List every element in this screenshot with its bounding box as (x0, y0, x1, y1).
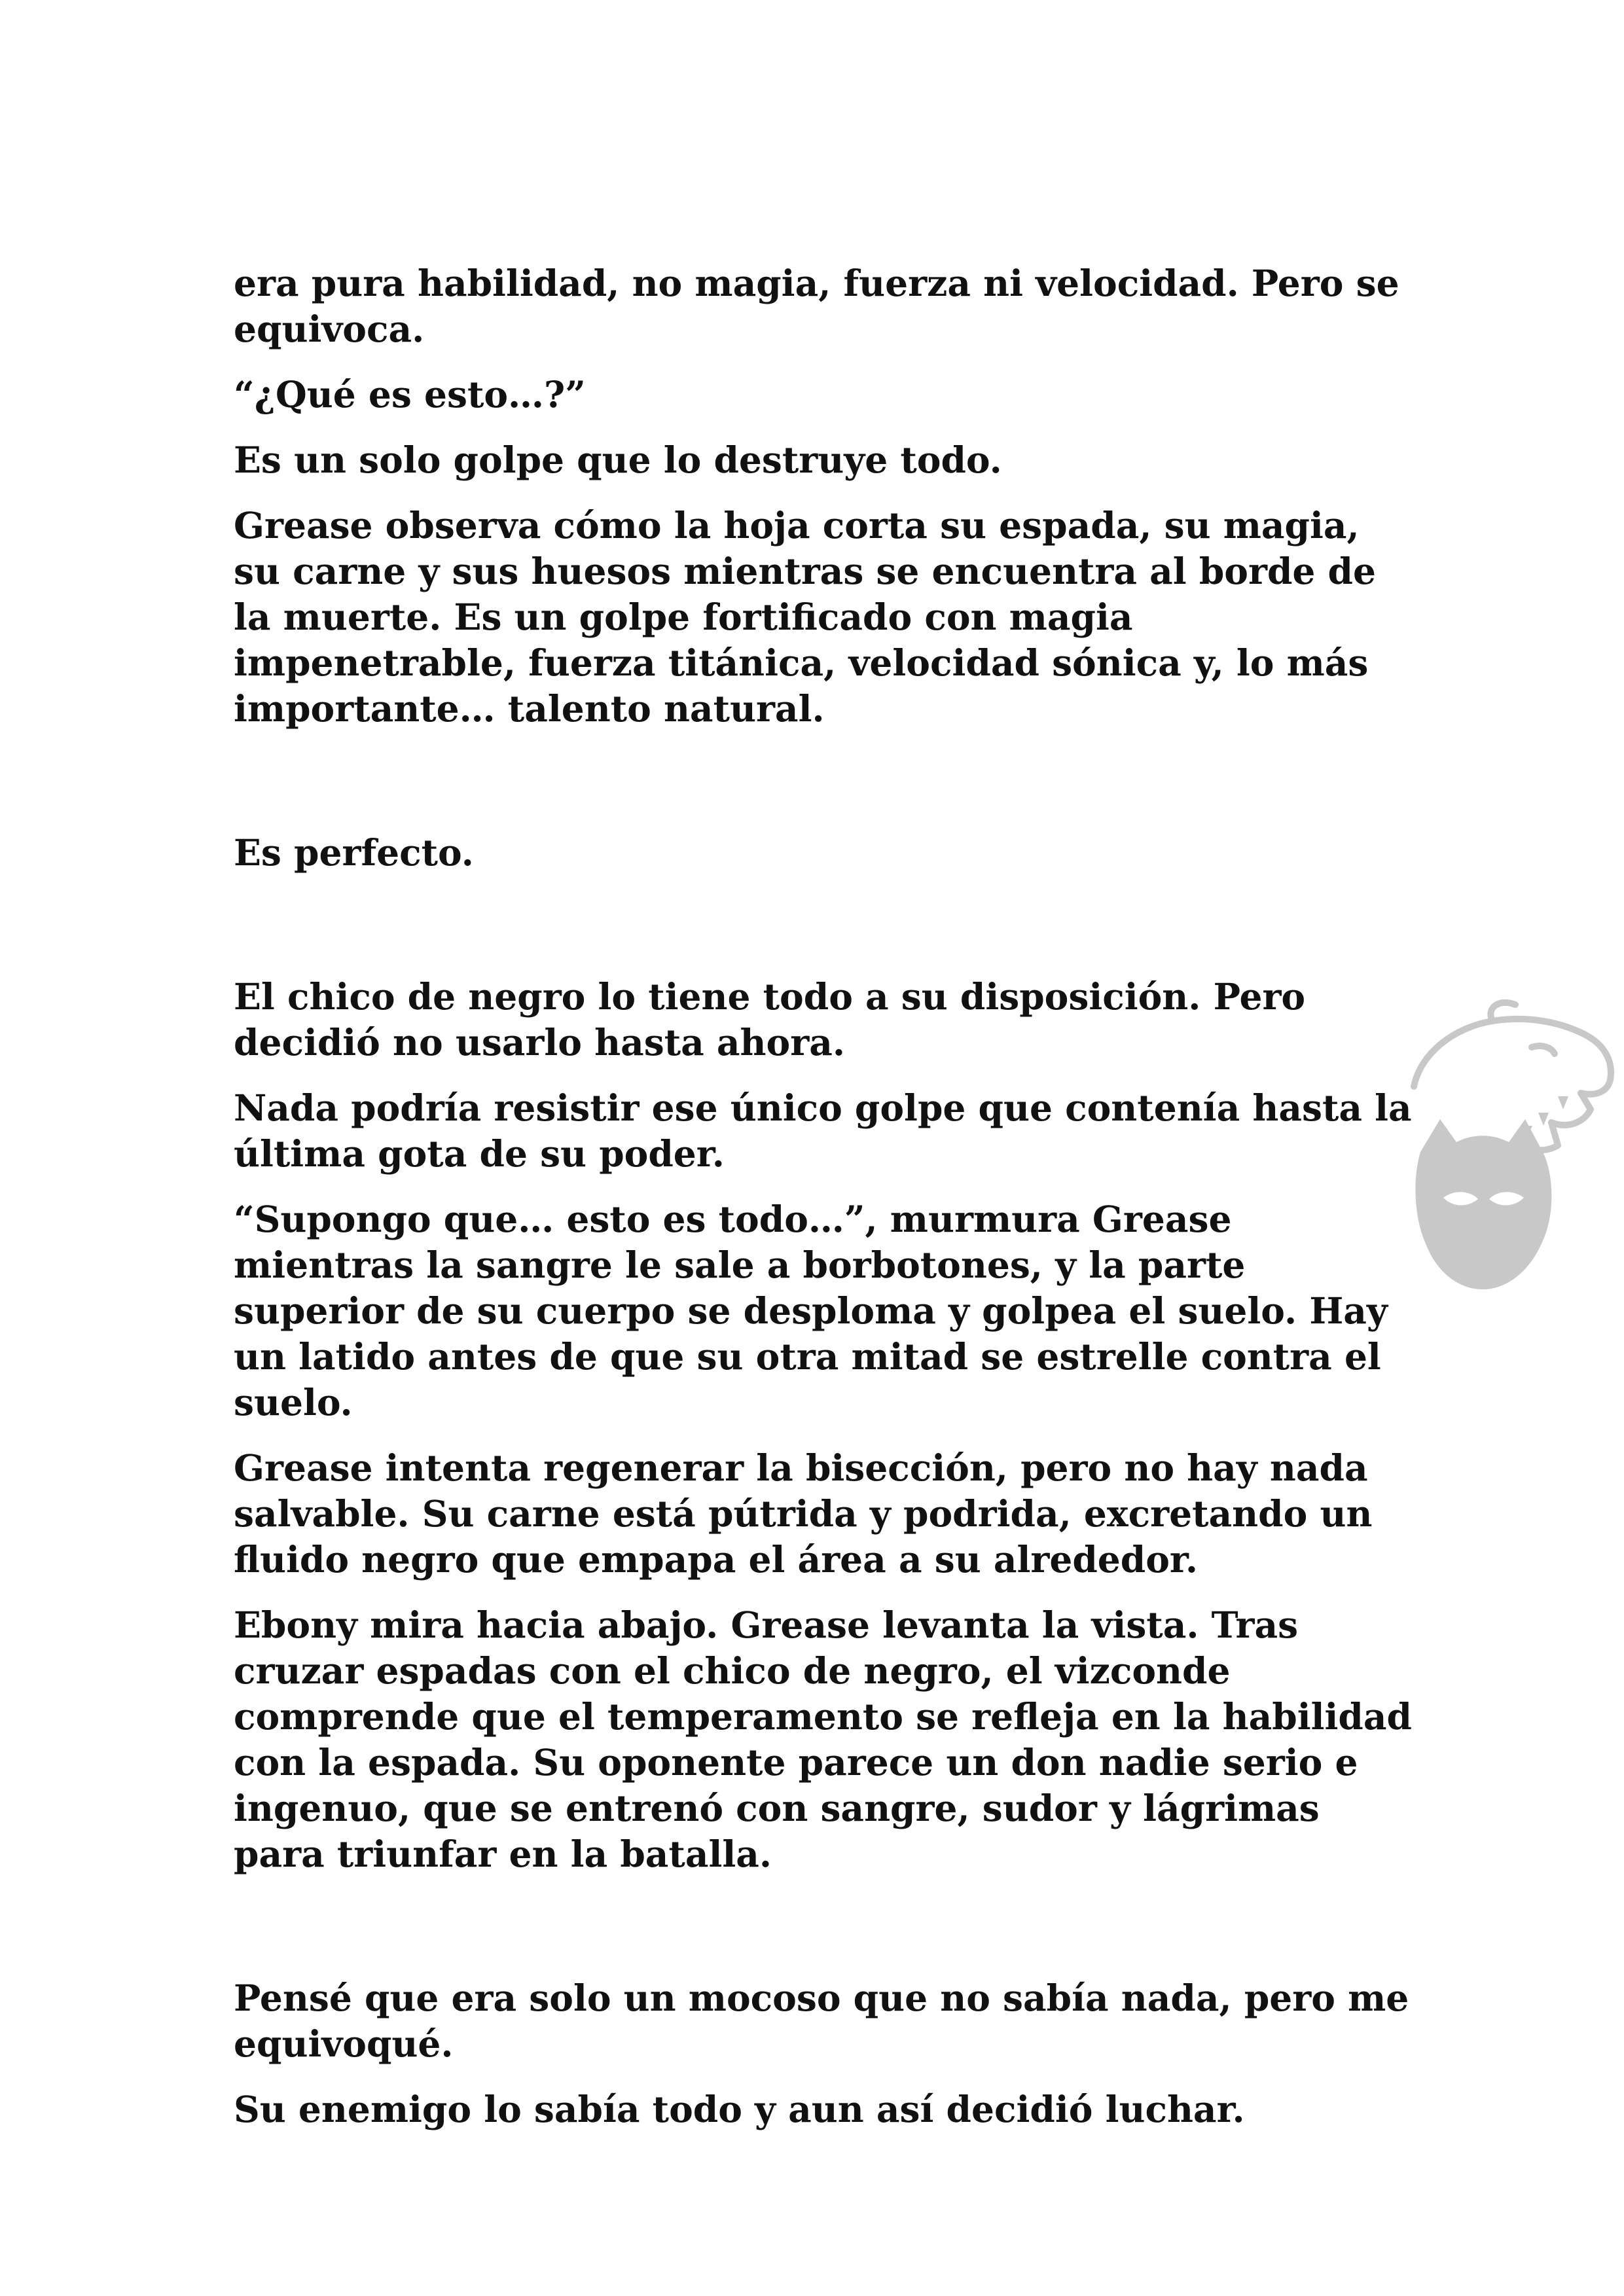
paragraph-1: era pura habilidad, no magia, fuerza ni velocidad. Pero se equivoca. (234, 262, 1399, 350)
paragraph-8: “Supongo que… esto es todo…”, murmura Grease mientras la sangre le sale a borbotones, y la parte superior de su cuerpo se desploma y golpea el suelo. Hay un latido antes de que su otra mitad se estrelle contra el suelo. (234, 1198, 1388, 1424)
dinosaur-and-masked-face-logo-icon (1394, 982, 1623, 1309)
paragraph-4: Grease observa cómo la hoja corta su espada, su magia, su carne y sus huesos mientras se encuentra al borde de la muerte. Es un golpe fortificado con magia impenetrable, fuerza titánica, velocidad sónica y, lo más importante… talento natural. (234, 504, 1376, 730)
masked-face-silhouette (1415, 1119, 1551, 1289)
paragraph-5: Es perfecto. (234, 831, 474, 874)
paragraph-7: Nada podría resistir ese único golpe que contenía hasta la última gota de su poder. (234, 1086, 1412, 1175)
paragraph-6: El chico de negro lo tiene todo a su disposición. Pero decidió no usarlo hasta ahora. (234, 975, 1306, 1064)
paragraph-10: Ebony mira hacia abajo. Grease levanta la vista. Tras cruzar espadas con el chico de negro, el vizconde comprende que el temperamento se refleja en la habilidad con la espada. Su oponente parece un don nadie serio e ingenuo, que se entrenó con sangre, sudor y lágrimas para triunfar en la batalla. (234, 1604, 1412, 1875)
paragraph-11: Pensé que era solo un mocoso que no sabía nada, pero me equivoqué. (234, 1977, 1409, 2065)
paragraph-2: “¿Qué es esto…?” (234, 373, 586, 416)
paragraph-12: Su enemigo lo sabía todo y aun así decidió luchar. (234, 2088, 1245, 2130)
page-text-body (234, 260, 1412, 2152)
paragraph-9: Grease intenta regenerar la bisección, pero no hay nada salvable. Su carne está pútrida y podrida, excretando un fluido negro que empapa el área a su alrededor. (234, 1446, 1373, 1581)
paragraph-3: Es un solo golpe que lo destruye todo. (234, 439, 1002, 481)
